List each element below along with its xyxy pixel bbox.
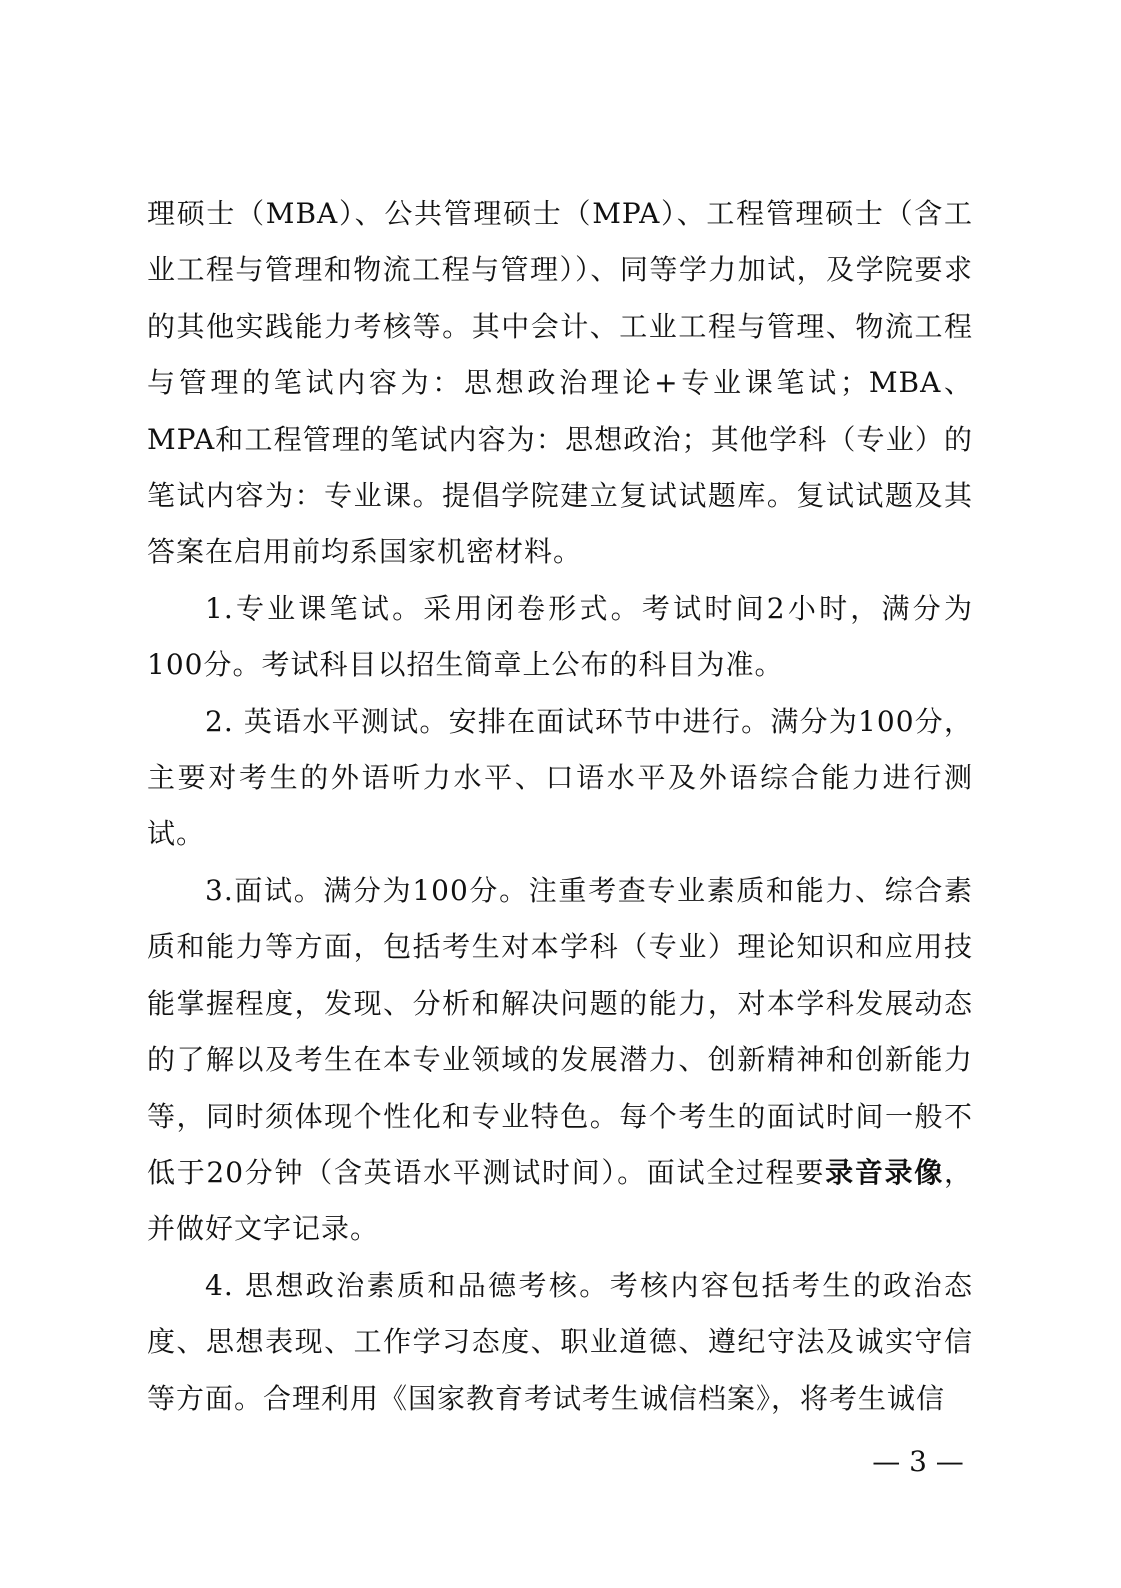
paragraph-5: 4. 思想政治素质和品德考核。考核内容包括考生的政治态度、思想表现、工作学习态度、职业道德、遵纪守法及诚实守信等方面。合理利用《国家教育考试考生诚信档案》，将考生诚信 <box>147 1268 973 1415</box>
paragraph-4-text-before: 3.面试。满分为100分。注重考查专业素质和能力、综合素质和能力等方面，包括考生对本学科（专业）理论知识和应用技能掌握程度，发现、分析和解决问题的能力，对本学科发展动态的了解以及考生在本专业领域的发展潜力、创新精神和创新能力等，同时须体现个性化和专业特色。每个考生的面试时间一般不低于20分钟（含英语水平测试时间）。面试全过程要 <box>147 873 973 1189</box>
document-body <box>147 186 973 1427</box>
emphasis-recording-text: 录音录像 <box>825 1155 944 1189</box>
page-number: — 3 — <box>872 1445 964 1478</box>
paragraph-2: 1.专业课笔试。采用闭卷形式。考试时间2小时，满分为100分。考试科目以招生简章上公布的科目为准。 <box>147 591 973 682</box>
paragraph-4 <box>147 863 973 1258</box>
paragraph-1: 理硕士（MBA）、公共管理硕士（MPA）、工程管理硕士（含工业工程与管理和物流工程与管理））、同等学力加试，及学院要求的其他实践能力考核等。其中会计、工业工程与管理、物流工程与管理的笔试内容为：思想政治理论+专业课笔试；MBA、MPA和工程管理的笔试内容为：思想政治；其他学科（专业）的笔试内容为：专业课。提倡学院建立复试试题库。复试试题及其答案在启用前均系国家机密材料。 <box>147 197 973 569</box>
paragraph-4-text-after: ，并做好文字记录。 <box>147 1155 973 1246</box>
paragraph-3: 2. 英语水平测试。安排在面试环节中进行。满分为100分，主要对考生的外语听力水平、口语水平及外语综合能力进行测试。 <box>147 704 973 851</box>
